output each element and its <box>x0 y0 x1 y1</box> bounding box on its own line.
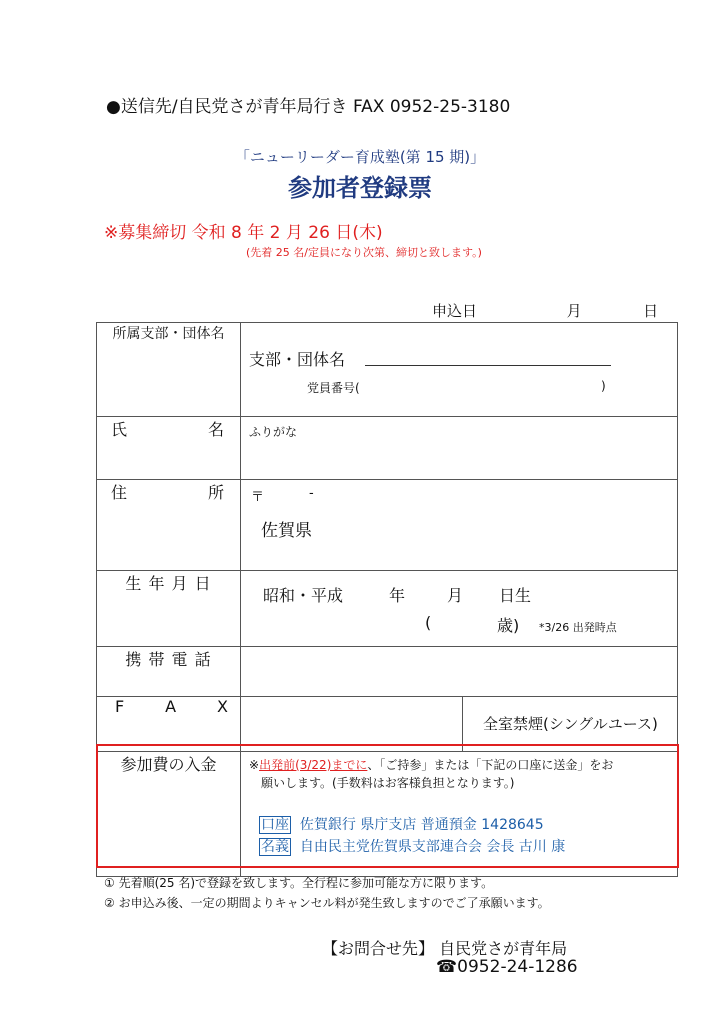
birth-era: 昭和・平成 <box>263 586 344 605</box>
footnote-2: ② お申込み後、一定の期間よりキャンセル料が発生致しますのでご了承願います。 <box>104 896 550 910</box>
fax-label-f: F <box>115 697 125 716</box>
branch-label-cell <box>97 323 241 417</box>
address-label-2: 所 <box>207 483 224 502</box>
fee-note-deadline: 出発前(3/22)までに <box>259 758 368 772</box>
account-holder <box>259 836 565 856</box>
fee-row <box>97 752 678 877</box>
branch-label: 所属支部・団体名 <box>112 326 225 342</box>
deadline: ※募集締切 令和 8 年 2 月 26 日(木) <box>104 223 383 243</box>
furigana-label: ふりがな <box>249 425 298 439</box>
fax-divider <box>462 697 463 751</box>
fax-label-cell <box>97 697 241 752</box>
smoking-room-note: 全室禁煙(シングルユース) <box>483 715 658 733</box>
address-row <box>97 480 678 571</box>
application-date-month: 月 <box>566 302 582 320</box>
contact-label: 【お問合せ先】 自民党さが青年局 <box>322 939 568 958</box>
form-title: 参加者登録票 <box>288 174 432 202</box>
application-date-day: 日 <box>643 302 659 320</box>
birth-label-cell <box>97 571 241 647</box>
mobile-input-cell[interactable] <box>241 647 678 697</box>
birth-input-cell[interactable] <box>241 571 678 647</box>
birth-row <box>97 571 678 647</box>
fee-note-line2: 願いします。(手数料はお客様負担となります。) <box>261 776 515 790</box>
name-label-2: 名 <box>207 420 224 439</box>
branch-row <box>97 323 678 417</box>
prefecture: 佐賀県 <box>261 521 312 541</box>
name-row <box>97 417 678 480</box>
member-no-close: ) <box>601 379 606 393</box>
fee-note-line1: ※出発前(3/22)までに、「ご持参」または「下記の口座に送金」をお <box>249 758 614 772</box>
fax-label-x: X <box>217 697 228 716</box>
fee-info-cell <box>241 752 678 877</box>
birth-month: 月 <box>447 586 464 605</box>
send-to-line: ●送信先/自民党さが青年局行き FAX 0952-25-3180 <box>106 97 511 117</box>
fax-input-cell[interactable] <box>241 697 678 752</box>
fax-row <box>97 697 678 752</box>
name-input-cell[interactable] <box>241 417 678 480</box>
postal-dash: - <box>309 486 314 501</box>
age-label: 歳) <box>497 616 520 635</box>
footnote-1: ① 先着順(25 名)で登録を致します。全行程に参加可能な方に限ります。 <box>104 876 494 890</box>
mobile-label: 携 帯 電 話 <box>125 650 212 669</box>
fee-label-cell <box>97 752 241 877</box>
group-underline <box>365 365 611 366</box>
address-label-1: 住 <box>111 483 128 502</box>
address-label-cell <box>97 480 241 571</box>
bank-account <box>259 814 544 834</box>
account-tag: 口座 <box>261 817 289 833</box>
fee-label: 参加費の入金 <box>120 755 217 774</box>
age-note: *3/26 出発時点 <box>539 621 617 634</box>
event-subtitle: 「ニューリーダー育成塾(第 15 期)」 <box>234 148 486 166</box>
application-date-label: 申込日 <box>432 302 478 320</box>
application-date <box>432 300 658 321</box>
address-input-cell[interactable] <box>241 480 678 571</box>
group-label: 支部・団体名 <box>249 350 346 369</box>
birth-label: 生 年 月 日 <box>125 574 212 593</box>
birth-year: 年 <box>389 586 406 605</box>
birth-day: 日生 <box>499 586 532 605</box>
holder-text: 自由民主党佐賀県支部連合会 会長 古川 康 <box>299 839 566 855</box>
fax-label-a: A <box>165 697 177 716</box>
mobile-label-cell <box>97 647 241 697</box>
deadline-note: (先着 25 名/定員になり次第、締切と致します。) <box>246 246 482 259</box>
holder-tag: 名義 <box>261 839 289 855</box>
postal-mark: 〒 <box>251 490 265 505</box>
branch-input-cell[interactable] <box>241 323 678 417</box>
contact-phone: ☎0952-24-1286 <box>436 957 578 977</box>
registration-form <box>96 322 678 877</box>
member-no-label: 党員番号( <box>307 381 360 395</box>
name-label-cell <box>97 417 241 480</box>
age-open: ( <box>425 613 432 632</box>
account-text: 佐賀銀行 県庁支店 普通預金 1428645 <box>299 817 544 833</box>
name-label-1: 氏 <box>111 420 128 439</box>
mobile-row <box>97 647 678 697</box>
